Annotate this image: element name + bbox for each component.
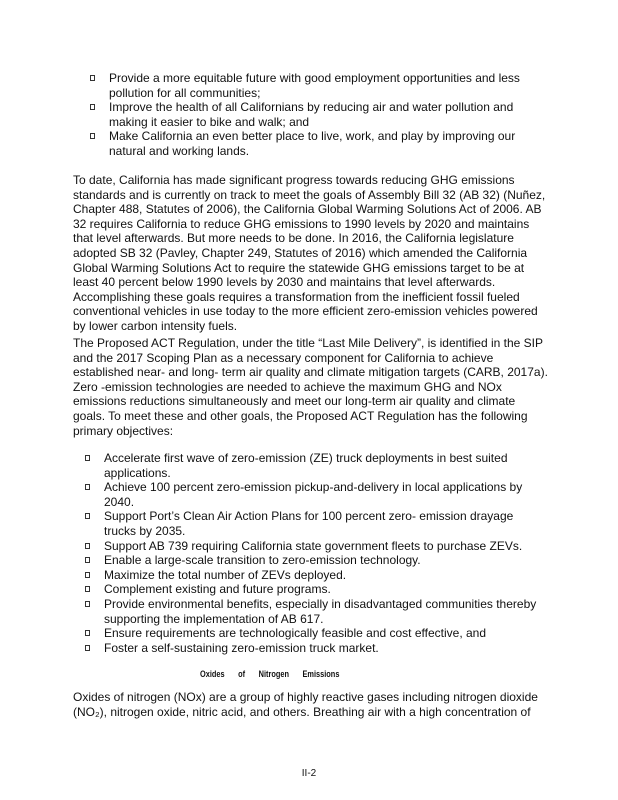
- list-item-text: Maximize the total number of ZEVs deployed.: [104, 567, 347, 582]
- list-item-text: Achieve 100 percent zero-emission pickup-and-delivery in local applications by 2040.: [104, 480, 523, 509]
- list-item: [104, 480, 544, 509]
- list-item-text: Complement existing and future programs.: [104, 582, 331, 597]
- goals-bullet-list: [109, 71, 529, 159]
- ghg-progress-paragraph: To date, California has made significant progress towards reducing GHG emissions standards and is currently on track to meet the goals of Assembly Bill 32 (AB 32) (Nuñez, Chapter 488, Statutes of 2006), the California Global Warming Solutions Act of 2006. AB 32 requires California to reduce GHG emissions to 1990 levels by 2020 and maintains that level afterwards. But more needs to be done. In 2016, the California legislature adopted SB 32 (Pavley, Chapter 249, Statutes of 2016) which amended the California Global Warming Solutions Act to require the statewide GHG emissions target to be at least 40 percent below 1990 levels by 2030 and maintains that level afterwards. Accomplishing these goals requires a transformation from the inefficient fossil fueled conventional vehicles in use today to the more efficient zero-emission vehicles powered by lower carbon intensity fuels.: [73, 173, 546, 333]
- act-regulation-paragraph: The Proposed ACT Regulation, under the title “Last Mile Delivery”, is identified in the SIP and the 2017 Scoping Plan as a necessary component for California to achieve established near- and long- term air quality and climate mitigation targets (CARB, 2017a). Zero -emission technologies are needed to achieve the maximum GHG and NOx emissions reductions simultaneously and meet our long-term air quality and climate goals. To meet these and other goals, the Proposed ACT Regulation has the following primary objectives:: [73, 336, 548, 438]
- bullet-icon: [90, 133, 95, 139]
- list-item-text: Make California an even better place to live, work, and play by improving our natural and working lands.: [109, 129, 516, 158]
- bullet-icon: [85, 645, 90, 651]
- page-number: II-2: [301, 768, 317, 779]
- nox-paragraph: Oxides of nitrogen (NOx) are a group of highly reactive gases including nitrogen dioxide (NO₂), nitrogen oxide, nitric acid, and others. Breathing air with a high concentration of: [73, 690, 538, 719]
- list-item: [104, 451, 544, 480]
- bullet-icon: [85, 484, 90, 490]
- list-item: [109, 129, 529, 158]
- bullet-icon: [85, 601, 90, 607]
- list-item-text: Support Port’s Clean Air Action Plans for 100 percent zero- emission drayage trucks by 2035.: [104, 509, 514, 538]
- list-item-text: Enable a large-scale transition to zero-emission technology.: [104, 553, 421, 568]
- list-item: [104, 582, 544, 597]
- list-item: [109, 71, 529, 100]
- bullet-icon: [85, 630, 90, 636]
- list-item: [104, 641, 544, 656]
- bullet-icon: [85, 586, 90, 592]
- list-item-text: Provide a more equitable future with good employment opportunities and less pollution for all communities;: [109, 71, 520, 100]
- list-item-text: Accelerate first wave of zero-emission (ZE) truck deployments in best suited applications.: [104, 451, 508, 480]
- list-item: [104, 509, 544, 538]
- list-item: [104, 568, 544, 583]
- list-item-text: Ensure requirements are technologically feasible and cost effective, and: [104, 626, 487, 641]
- bullet-icon: [85, 557, 90, 563]
- list-item: [109, 100, 529, 129]
- objectives-bullet-list: [104, 451, 544, 655]
- list-item-text: Foster a self-sustaining zero-emission truck market.: [104, 640, 379, 655]
- list-item-text: Improve the health of all Californians by reducing air and water pollution and making it easier to bike and walk; and: [109, 100, 514, 129]
- bullet-icon: [90, 104, 95, 110]
- bullet-icon: [90, 75, 95, 81]
- bullet-icon: [85, 455, 90, 461]
- bullet-icon: [85, 572, 90, 578]
- list-item: [104, 626, 544, 641]
- list-item: [104, 539, 544, 554]
- list-item-text: Provide environmental benefits, especially in disadvantaged communities thereby supporting the implementation of AB 617.: [104, 596, 537, 626]
- section-heading: Oxides of Nitrogen Emissions: [200, 669, 340, 679]
- bullet-icon: [85, 543, 90, 549]
- bullet-icon: [85, 513, 90, 519]
- list-item: [104, 553, 544, 568]
- list-item: [104, 597, 544, 626]
- list-item-text: Support AB 739 requiring California state government fleets to purchase ZEVs.: [104, 538, 523, 553]
